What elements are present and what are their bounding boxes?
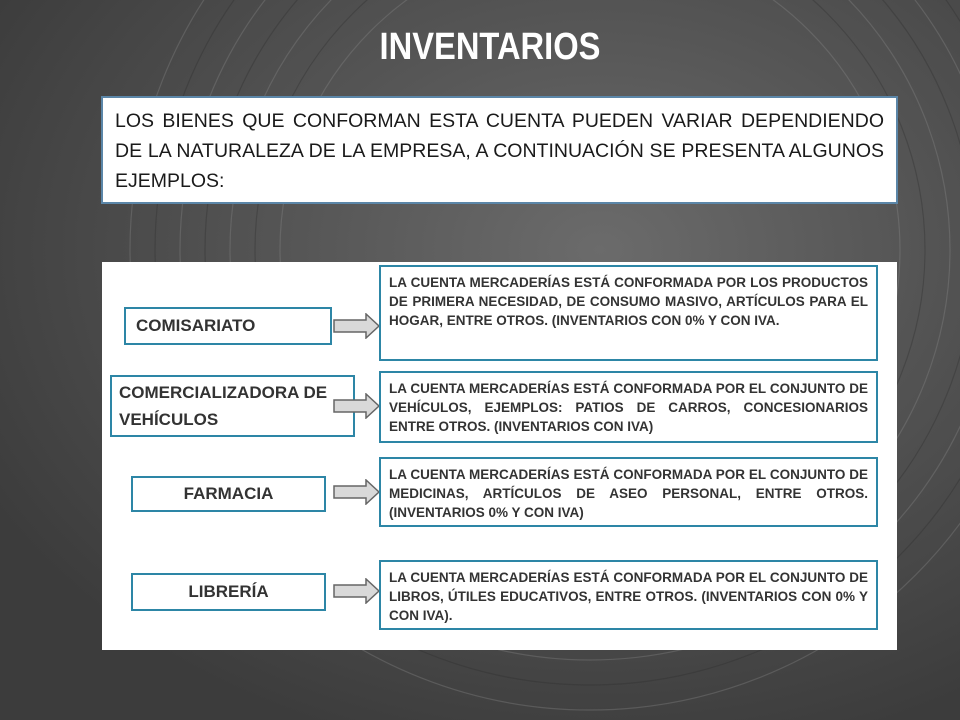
- arrow-icon: [332, 313, 382, 339]
- category-box-comisariato: [124, 307, 332, 345]
- arrow-icon: [332, 393, 382, 419]
- examples-diagram: [102, 262, 897, 650]
- arrow-icon: [332, 578, 382, 604]
- category-label: COMISARIATO: [136, 316, 256, 335]
- description-box: LA CUENTA MERCADERÍAS ESTÁ CONFORMADA POR EL CONJUNTO DE VEHÍCULOS, EJEMPLOS: PATIOS DE CARROS, CONCESIONARIOS ENTRE OTROS. (INVENTARIOS CON IVA): [379, 371, 878, 443]
- category-label: COMERCIALIZADORA DE VEHÍCULOS: [119, 383, 328, 429]
- intro-text-box: LOS BIENES QUE CONFORMAN ESTA CUENTA PUEDEN VARIAR DEPENDIENDO DE LA NATURALEZA DE LA EMPRESA, A CONTINUACIÓN SE PRESENTA ALGUNOS EJEMPLOS:: [101, 96, 898, 204]
- category-label: FARMACIA: [183, 484, 274, 503]
- description-box: LA CUENTA MERCADERÍAS ESTÁ CONFORMADA POR EL CONJUNTO DE MEDICINAS, ARTÍCULOS DE ASEO PERSONAL, ENTRE OTROS. (INVENTARIOS 0% Y CON IVA): [379, 457, 878, 527]
- description-box: LA CUENTA MERCADERÍAS ESTÁ CONFORMADA POR LOS PRODUCTOS DE PRIMERA NECESIDAD, DE CONSUMO MASIVO, ARTÍCULOS PARA EL HOGAR, ENTRE OTROS. (INVENTARIOS CON 0% Y CON IVA.: [379, 265, 878, 361]
- category-box-libreria: [131, 573, 326, 611]
- slide-title: INVENTARIOS: [379, 26, 601, 68]
- category-box-farmacia: [131, 476, 326, 512]
- category-box-comercializadora: [110, 375, 355, 437]
- category-label: LIBRERÍA: [188, 582, 269, 601]
- arrow-icon: [332, 479, 382, 505]
- description-box: LA CUENTA MERCADERÍAS ESTÁ CONFORMADA POR EL CONJUNTO DE LIBROS, ÚTILES EDUCATIVOS, ENTRE OTROS. (INVENTARIOS CON 0% Y CON IVA).: [379, 560, 878, 630]
